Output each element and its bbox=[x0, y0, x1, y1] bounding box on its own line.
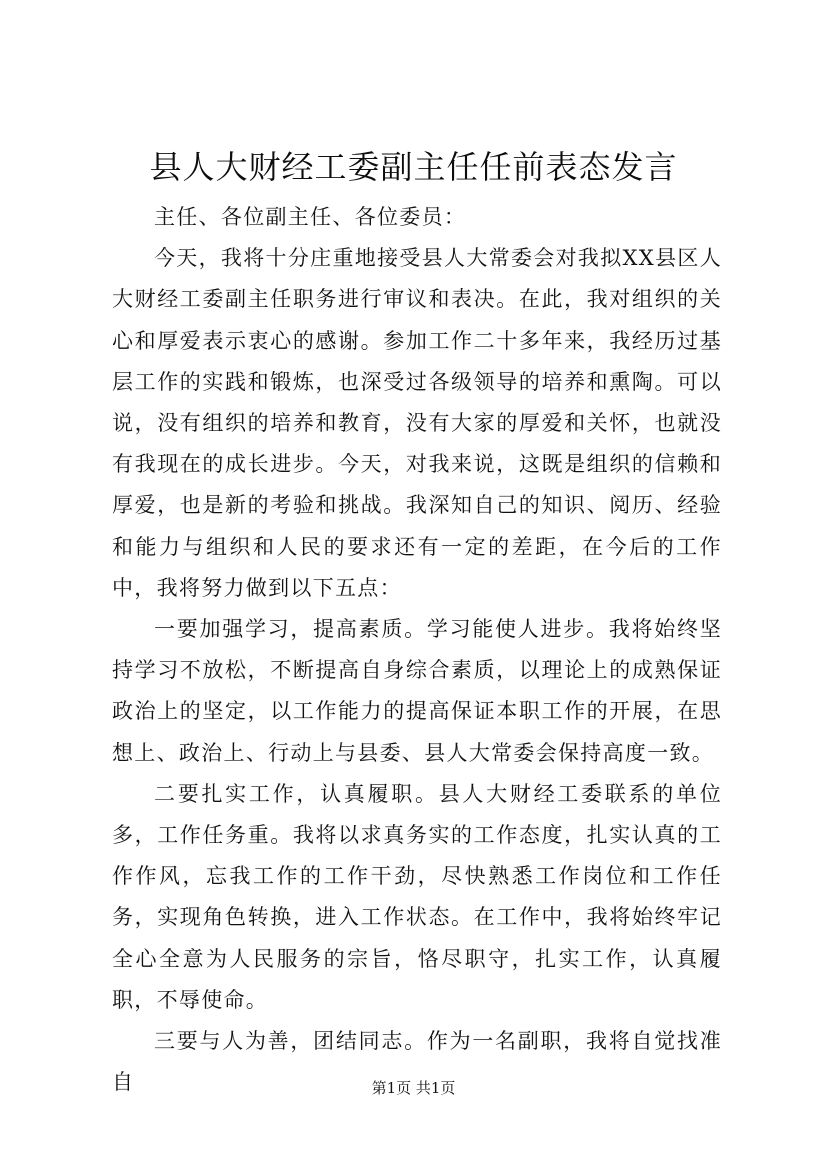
paragraph-point-one: 一要加强学习，提高素质。学习能使人进步。我将始终坚持学习不放松，不断提高自身综合素质，以理论上的成熟保证政治上的坚定，以工作能力的提高保证本职工作的开展，在思想上、政治上、行动上与县委、县人大常委会保持高度一致。 bbox=[112, 617, 722, 765]
paragraph-intro: 今天，我将十分庄重地接受县人大常委会对我拟XX县区人大财经工委副主任职务进行审议和表决。在此，我对组织的关心和厚爱表示衷心的感谢。参加工作二十多年来，我经历过基层工作的实践和锻炼，也深受过各级领导的培养和熏陶。可以说，没有组织的培养和教育，没有大家的厚爱和关怀，也就没有我现在的成长进步。今天，对我来说，这既是组织的信赖和厚爱，也是新的考验和挑战。我深知自己的知识、阅历、经验和能力与组织和人民的要求还有一定的差距，在今后的工作中，我将努力做到以下五点： bbox=[112, 246, 722, 600]
paragraph-point-three: 三要与人为善，团结同志。作为一名副职，我将自觉找准自 bbox=[112, 1029, 722, 1095]
paragraph-point-two: 二要扎实工作，认真履职。县人大财经工委联系的单位多，工作任务重。我将以求真务实的工作态度，扎实认真的工作作风，忘我工作的工作干劲，尽快熟悉工作岗位和工作任务，实现角色转换，进入工作状态。在工作中，我将始终牢记全心全意为人民服务的宗旨，恪尽职守，扎实工作，认真履职，不辱使命。 bbox=[112, 781, 722, 1012]
document-body bbox=[112, 197, 722, 1103]
document-title: 县人大财经工委副主任任前表态发言 bbox=[149, 148, 678, 186]
page-footer bbox=[0, 1078, 827, 1098]
salutation: 主任、各位副主任、各位委员： bbox=[154, 205, 467, 229]
page-number: 第1页 共1页 bbox=[371, 1079, 456, 1097]
